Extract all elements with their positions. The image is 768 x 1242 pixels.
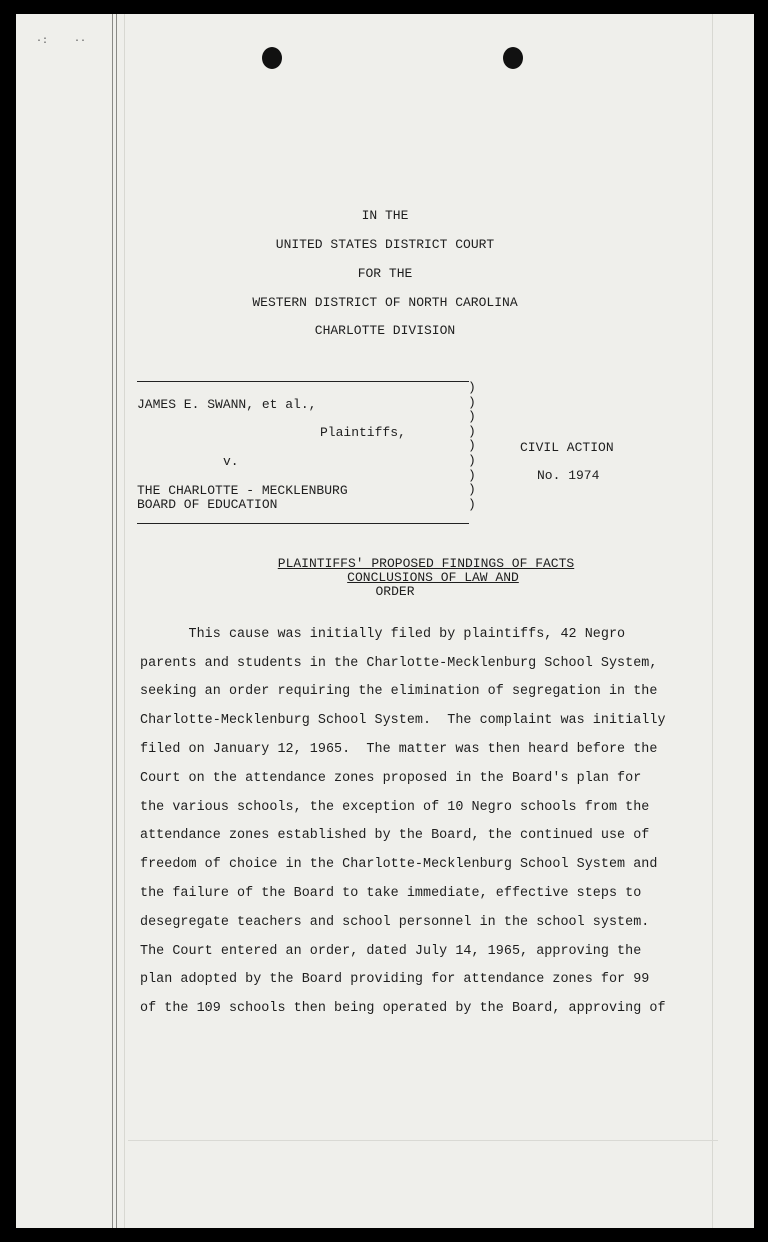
page-bottom-rule: [128, 1140, 718, 1141]
punch-hole-right: [503, 47, 523, 69]
body-text-line: Court on the attendance zones proposed in the Board's plan for: [140, 771, 642, 786]
margin-rule-right: [712, 14, 713, 1228]
punch-hole-left: [262, 47, 282, 69]
body-text-line: of the 109 schools then being operated by the Board, approving of: [140, 1001, 666, 1016]
body-text-line: The Court entered an order, dated July 14, 1965, approving the: [140, 944, 642, 959]
caption-rule-bottom: [137, 523, 469, 524]
margin-rule-faint: [124, 14, 125, 1228]
court-heading-line: CHARLOTTE DIVISION: [314, 323, 456, 338]
body-text-line: Charlotte-Mecklenburg School System. The complaint was initially: [140, 713, 666, 728]
body-text-line: seeking an order requiring the elimination of segregation in the: [140, 684, 658, 699]
body-text-line: the failure of the Board to take immediate, effective steps to: [140, 886, 642, 901]
paper-speck: ··: [74, 36, 87, 47]
plaintiff-name: JAMES E. SWANN, et al.,: [137, 397, 317, 412]
versus: v.: [223, 454, 239, 469]
caption-parentheses: ) ) ) ) ) ) ) ) ): [468, 380, 476, 512]
body-text-line: plan adopted by the Board providing for attendance zones for 99: [140, 972, 650, 987]
caption-rule-top: [137, 381, 469, 382]
body-text-line: parents and students in the Charlotte-Mecklenburg School System,: [140, 656, 658, 671]
body-text-line: filed on January 12, 1965. The matter was then heard before the: [140, 742, 658, 757]
margin-rule-left-inner: [116, 14, 117, 1228]
margin-rule-left: [112, 14, 113, 1228]
document-page: [16, 14, 754, 1228]
civil-action-label: CIVIL ACTION: [520, 440, 614, 455]
document-title: PLAINTIFFS' PROPOSED FINDINGS OF FACTS: [277, 556, 575, 571]
body-text-line: the various schools, the exception of 10 Negro schools from the: [140, 800, 650, 815]
court-heading-line: IN THE: [361, 208, 409, 223]
plaintiff-role: Plaintiffs,: [320, 425, 406, 440]
body-text-line: desegregate teachers and school personnel in the school system.: [140, 915, 650, 930]
civil-action-number: No. 1974: [537, 468, 600, 483]
document-title: ORDER: [375, 584, 415, 599]
paper-speck: ·:: [36, 36, 49, 47]
document-title: CONCLUSIONS OF LAW AND: [347, 570, 519, 585]
court-heading-line: WESTERN DISTRICT OF NORTH CAROLINA: [252, 295, 518, 310]
body-text-line: This cause was initially filed by plaintiffs, 42 Negro: [140, 627, 626, 642]
defendant-line: THE CHARLOTTE - MECKLENBURG: [137, 483, 348, 498]
body-text-line: freedom of choice in the Charlotte-Mecklenburg School System and: [140, 857, 658, 872]
defendant-line: BOARD OF EDUCATION: [137, 497, 278, 512]
body-text-line: attendance zones established by the Board, the continued use of: [140, 828, 650, 843]
court-heading-line: UNITED STATES DISTRICT COURT: [275, 237, 495, 252]
court-heading-line: FOR THE: [357, 266, 413, 281]
